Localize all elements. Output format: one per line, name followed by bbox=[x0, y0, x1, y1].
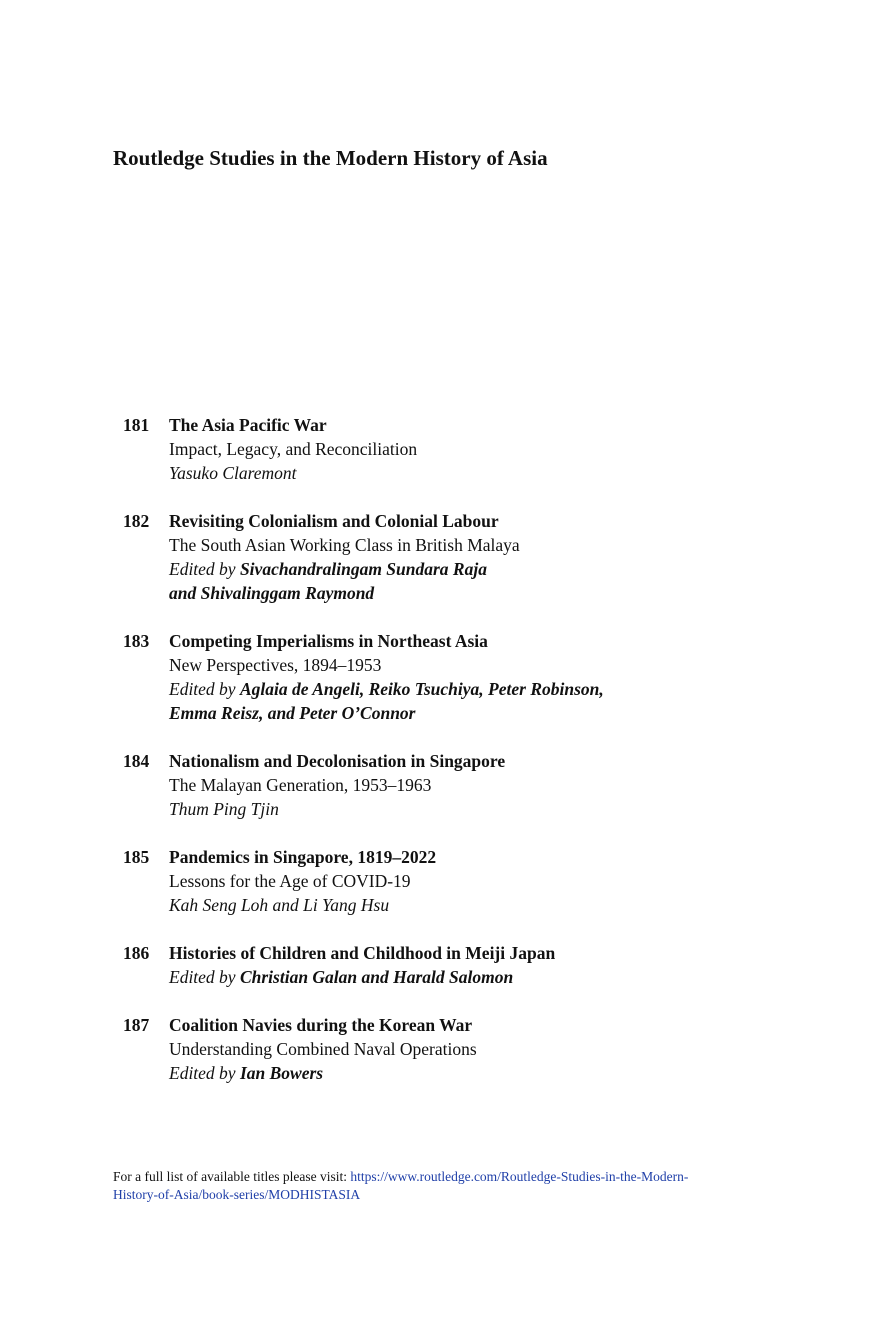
entry-author: Yasuko Claremont bbox=[169, 463, 297, 483]
entry-subtitle: Understanding Combined Naval Operations bbox=[169, 1039, 477, 1059]
entry-body bbox=[169, 845, 729, 917]
edited-by-label: Edited by bbox=[169, 559, 236, 579]
entry-editors-continued: and Shivalinggam Raymond bbox=[169, 583, 375, 603]
entry-number: 183 bbox=[123, 631, 150, 651]
entry-number: 182 bbox=[123, 511, 150, 531]
entry-editors: Aglaia de Angeli, Reiko Tsuchiya, Peter Robinson, bbox=[239, 679, 604, 699]
entry-body bbox=[169, 413, 729, 485]
entry-author: Kah Seng Loh and Li Yang Hsu bbox=[169, 895, 390, 915]
entry-body bbox=[169, 1013, 729, 1085]
series-link-part1[interactable]: https://www.routledge.com/Routledge-Studies-in-the-Modern- bbox=[350, 1169, 689, 1184]
entry-title: The Asia Pacific War bbox=[169, 415, 327, 435]
entry-number: 181 bbox=[123, 415, 150, 435]
entry-editors: Sivachandralingam Sundara Raja bbox=[239, 559, 487, 579]
entry-body bbox=[169, 509, 729, 605]
entry-body bbox=[169, 749, 729, 821]
entry-body bbox=[169, 629, 729, 725]
entry-number: 185 bbox=[123, 847, 150, 867]
entry-title: Competing Imperialisms in Northeast Asia bbox=[169, 631, 488, 651]
entry-subtitle: Impact, Legacy, and Reconciliation bbox=[169, 439, 418, 459]
entry-title: Histories of Children and Childhood in Meiji Japan bbox=[169, 943, 556, 963]
entry-title: Nationalism and Decolonisation in Singapore bbox=[169, 751, 506, 771]
series-link-part2[interactable]: History-of-Asia/book-series/MODHISTASIA bbox=[113, 1187, 361, 1202]
edited-by-label: Edited by bbox=[169, 967, 236, 987]
entry-number: 184 bbox=[123, 751, 150, 771]
entry-title: Revisiting Colonialism and Colonial Labour bbox=[169, 511, 499, 531]
entry-subtitle: Lessons for the Age of COVID-19 bbox=[169, 871, 411, 891]
entry-title: Coalition Navies during the Korean War bbox=[169, 1015, 473, 1035]
entry-editors-continued: Emma Reisz, and Peter O’Connor bbox=[169, 703, 416, 723]
entry-subtitle: The Malayan Generation, 1953–1963 bbox=[169, 775, 432, 795]
page-title: Routledge Studies in the Modern History of Asia bbox=[113, 146, 548, 170]
entry-author: Thum Ping Tjin bbox=[169, 799, 279, 819]
footer-text: For a full list of available titles please visit: bbox=[113, 1169, 347, 1184]
entry-number: 187 bbox=[123, 1015, 150, 1035]
entry-subtitle: The South Asian Working Class in British Malaya bbox=[169, 535, 520, 555]
series-footer bbox=[113, 1168, 793, 1204]
entry-number: 186 bbox=[123, 943, 150, 963]
entry-body bbox=[169, 941, 729, 989]
entry-editors: Christian Galan and Harald Salomon bbox=[239, 967, 514, 987]
edited-by-label: Edited by bbox=[169, 679, 236, 699]
entry-subtitle: New Perspectives, 1894–1953 bbox=[169, 655, 382, 675]
edited-by-label: Edited by bbox=[169, 1063, 236, 1083]
entry-editors: Ian Bowers bbox=[239, 1063, 324, 1083]
entry-title: Pandemics in Singapore, 1819–2022 bbox=[169, 847, 437, 867]
